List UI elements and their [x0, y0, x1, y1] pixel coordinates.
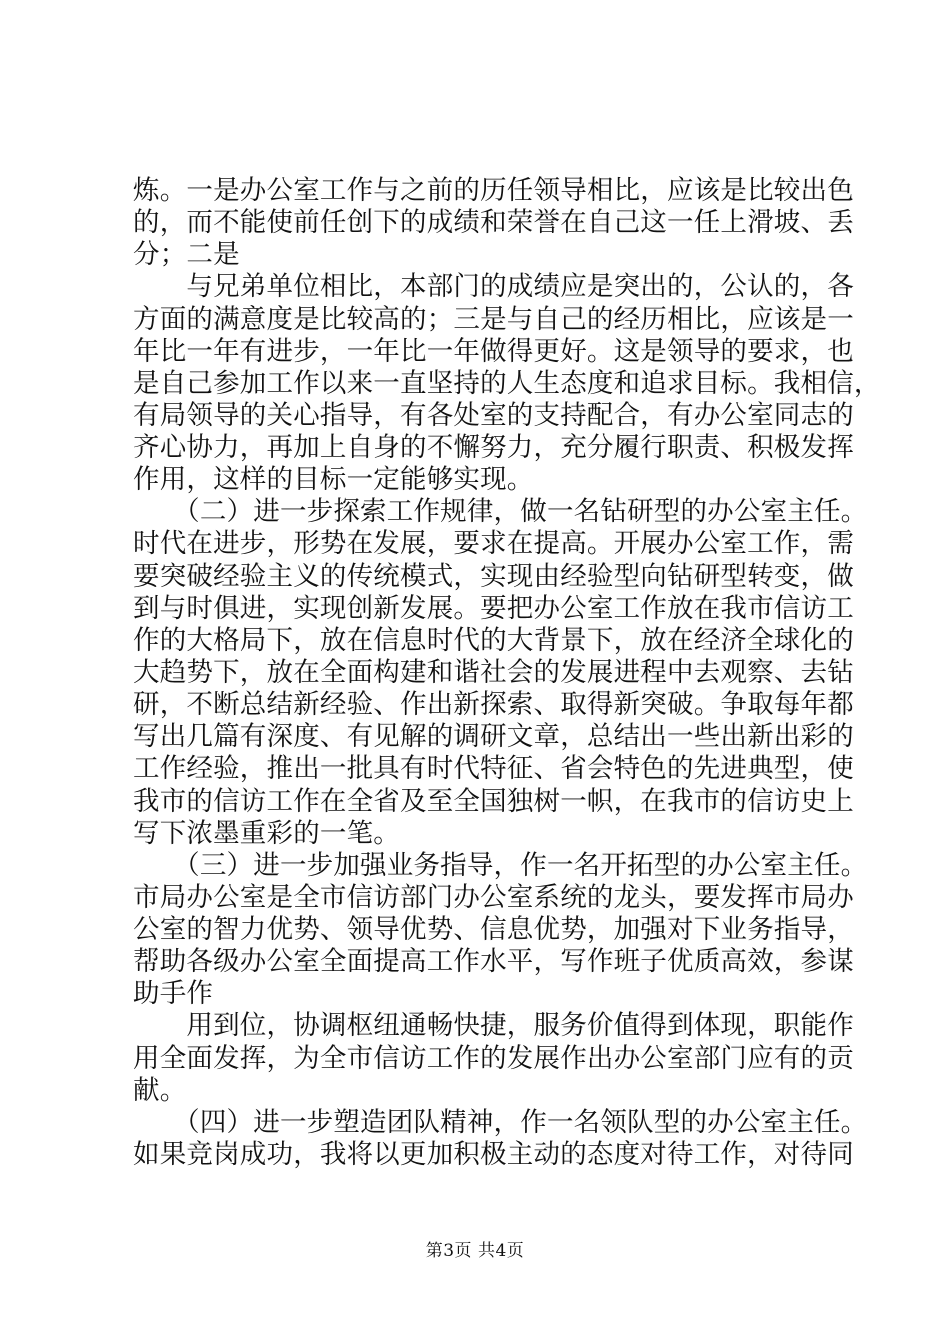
page-number-footer: 第3页 共4页 — [425, 1241, 525, 1261]
body-text-line: 如果竞岗成功，我将以更加积极主动的态度对待工作，对待同 — [133, 1139, 854, 1170]
body-text-line: 市局办公室是全市信访部门办公室系统的龙头，要发挥市局办 — [133, 882, 854, 913]
section-heading-line: （三）进一步加强业务指导，作一名开拓型的办公室主任。 — [133, 850, 868, 881]
body-text-line: 公室的智力优势、领导优势、信息优势，加强对下业务指导， — [133, 914, 854, 945]
body-text-line: 齐心协力，再加上自身的不懈努力，充分履行职责、积极发挥 — [133, 432, 854, 463]
body-text-line: 帮助各级办公室全面提高工作水平，写作班子优质高效，参谋 — [133, 946, 854, 977]
section-heading-line: （四）进一步塑造团队精神，作一名领队型的办公室主任。 — [133, 1107, 868, 1138]
body-text-line: 是自己参加工作以来一直坚持的人生态度和追求目标。我相信， — [133, 368, 881, 399]
body-text-line: 炼。一是办公室工作与之前的历任领导相比，应该是比较出色 — [133, 175, 854, 206]
body-text-line: 要突破经验主义的传统模式，实现由经验型向钻研型转变，做 — [133, 561, 854, 592]
body-text-line: 我市的信访工作在全省及至全国独树一帜，在我市的信访史上 — [133, 786, 854, 817]
body-text-line: 写出几篇有深度、有见解的调研文章，总结出一些出新出彩的 — [133, 721, 854, 752]
body-text-line: 献。 — [133, 1075, 187, 1106]
section-heading-line: （二）进一步探索工作规律，做一名钻研型的办公室主任。 — [133, 496, 868, 527]
body-text-line: 与兄弟单位相比，本部门的成绩应是突出的，公认的，各 — [133, 271, 854, 302]
body-text-line: 助手作 — [133, 978, 214, 1009]
body-text-line: 工作经验，推出一批具有时代特征、省会特色的先进典型，使 — [133, 753, 854, 784]
body-text-line: 年比一年有进步，一年比一年做得更好。这是领导的要求，也 — [133, 336, 854, 367]
body-text-line: 方面的满意度是比较高的；三是与自己的经历相比，应该是一 — [133, 304, 854, 335]
body-text-line: 写下浓墨重彩的一笔。 — [133, 818, 400, 849]
body-text-line: 作的大格局下，放在信息时代的大背景下，放在经济全球化的 — [133, 625, 854, 656]
body-text-line: 研，不断总结新经验、作出新探索、取得新突破。争取每年都 — [133, 689, 854, 720]
body-text-line: 作用，这样的目标一定能够实现。 — [133, 464, 534, 495]
body-text-line: 的，而不能使前任创下的成绩和荣誉在自己这一任上滑坡、丢 — [133, 207, 854, 238]
body-text-line: 用到位，协调枢纽通畅快捷，服务价值得到体现，职能作 — [133, 1010, 854, 1041]
body-text-line: 分；二是 — [133, 239, 240, 270]
body-text-line: 有局领导的关心指导，有各处室的支持配合，有办公室同志的 — [133, 400, 854, 431]
body-text-line: 到与时俱进，实现创新发展。要把办公室工作放在我市信访工 — [133, 593, 854, 624]
body-text-line: 时代在进步，形势在发展，要求在提高。开展办公室工作，需 — [133, 528, 854, 559]
body-text-line: 用全面发挥，为全市信访工作的发展作出办公室部门应有的贡 — [133, 1043, 854, 1074]
body-text-line: 大趋势下，放在全面构建和谐社会的发展进程中去观察、去钻 — [133, 657, 854, 688]
